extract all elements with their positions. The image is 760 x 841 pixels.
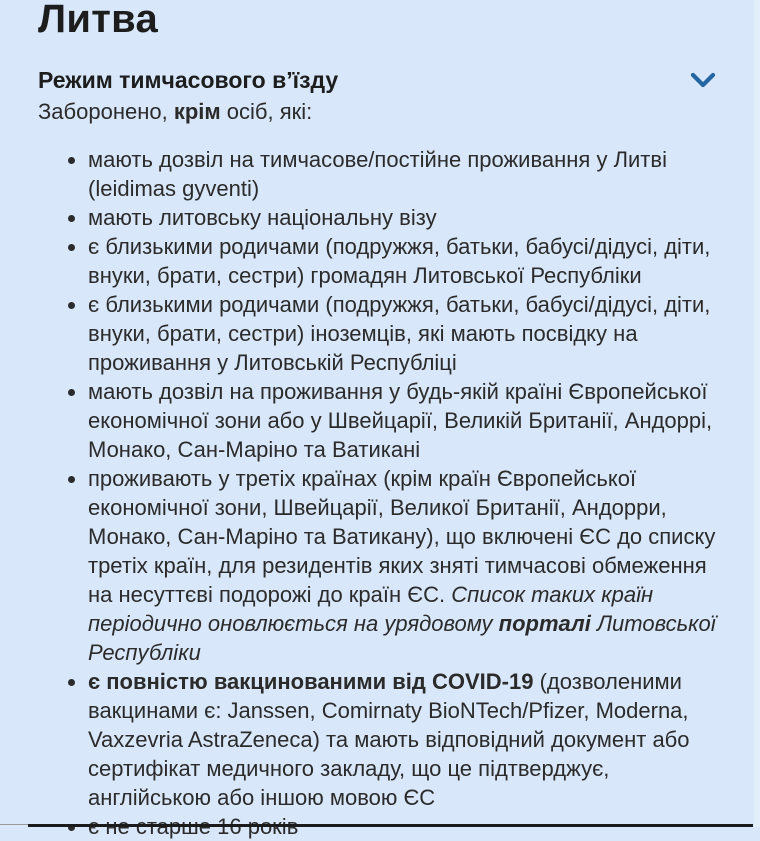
text-run: порталі <box>498 611 591 636</box>
bottom-left-hairline <box>0 824 28 825</box>
page-title: Литва <box>38 0 159 41</box>
right-edge-strip <box>754 0 760 827</box>
list-item: • є близькими родичами (подружжя, батьки, бабусі/дідусі, діти, внуки, брати, сестри) іноземців, які мають посвідку на проживання у Литовській Республіці <box>88 290 722 377</box>
list-item: • є повністю вакцинованими від COVID-19 (дозволеними вакцинами є: Janssen, Comirnaty BioNTech/Pfizer, Moderna, Vaxzevria AstraZeneca) та мають відповідний документ або сертифікат медичного закладу, що це підтверджує, англійською або іншою мовою ЄС <box>88 667 722 812</box>
requirements-list <box>0 145 722 841</box>
section-title: Режим тимчасового в’їзду <box>38 67 339 93</box>
next-element-top-border <box>28 824 753 827</box>
section-intro: Заборонено, крім осіб, які: <box>38 99 313 124</box>
text-run: Список таких країн періодично оновлюється на урядовому <box>88 582 654 636</box>
list-item: • мають литовську національну візу <box>88 203 722 232</box>
list-item: • є близькими родичами (подружжя, батьки, бабусі/дідусі, діти, внуки, брати, сестри) громадян Литовської Республіки <box>88 232 722 290</box>
text-run: крім <box>173 99 221 124</box>
text-run: Литовської Республіки <box>88 611 716 665</box>
chevron-down-icon[interactable] <box>690 72 716 89</box>
entry-regime-section <box>0 66 760 841</box>
list-item: • мають дозвіл на тимчасове/постійне проживання у Литві (leidimas gyventi) <box>88 145 722 203</box>
accordion-header[interactable] <box>0 66 760 95</box>
list-item: • мають дозвіл на проживання у будь-якій країні Європейської економічної зони або у Швейцарії, Великій Британії, Андоррі, Монако, Сан-Маріно та Ватикані <box>88 377 722 464</box>
text-run: є повністю вакцинованими від COVID-19 <box>88 669 534 694</box>
list-item: • проживають у третіх країнах (крім країн Європейської економічної зони, Швейцарії, Великої Британії, Андорри, Монако, Сан-Маріно та Ватикану), що включені ЄС до списку третіх країн, для резидентів яких зняті тимчасові обмеження на несуттєві подорожі до країн ЄС. Список таких країн періодично оновлюється на урядовому порталі Литовської Республіки <box>88 464 722 667</box>
